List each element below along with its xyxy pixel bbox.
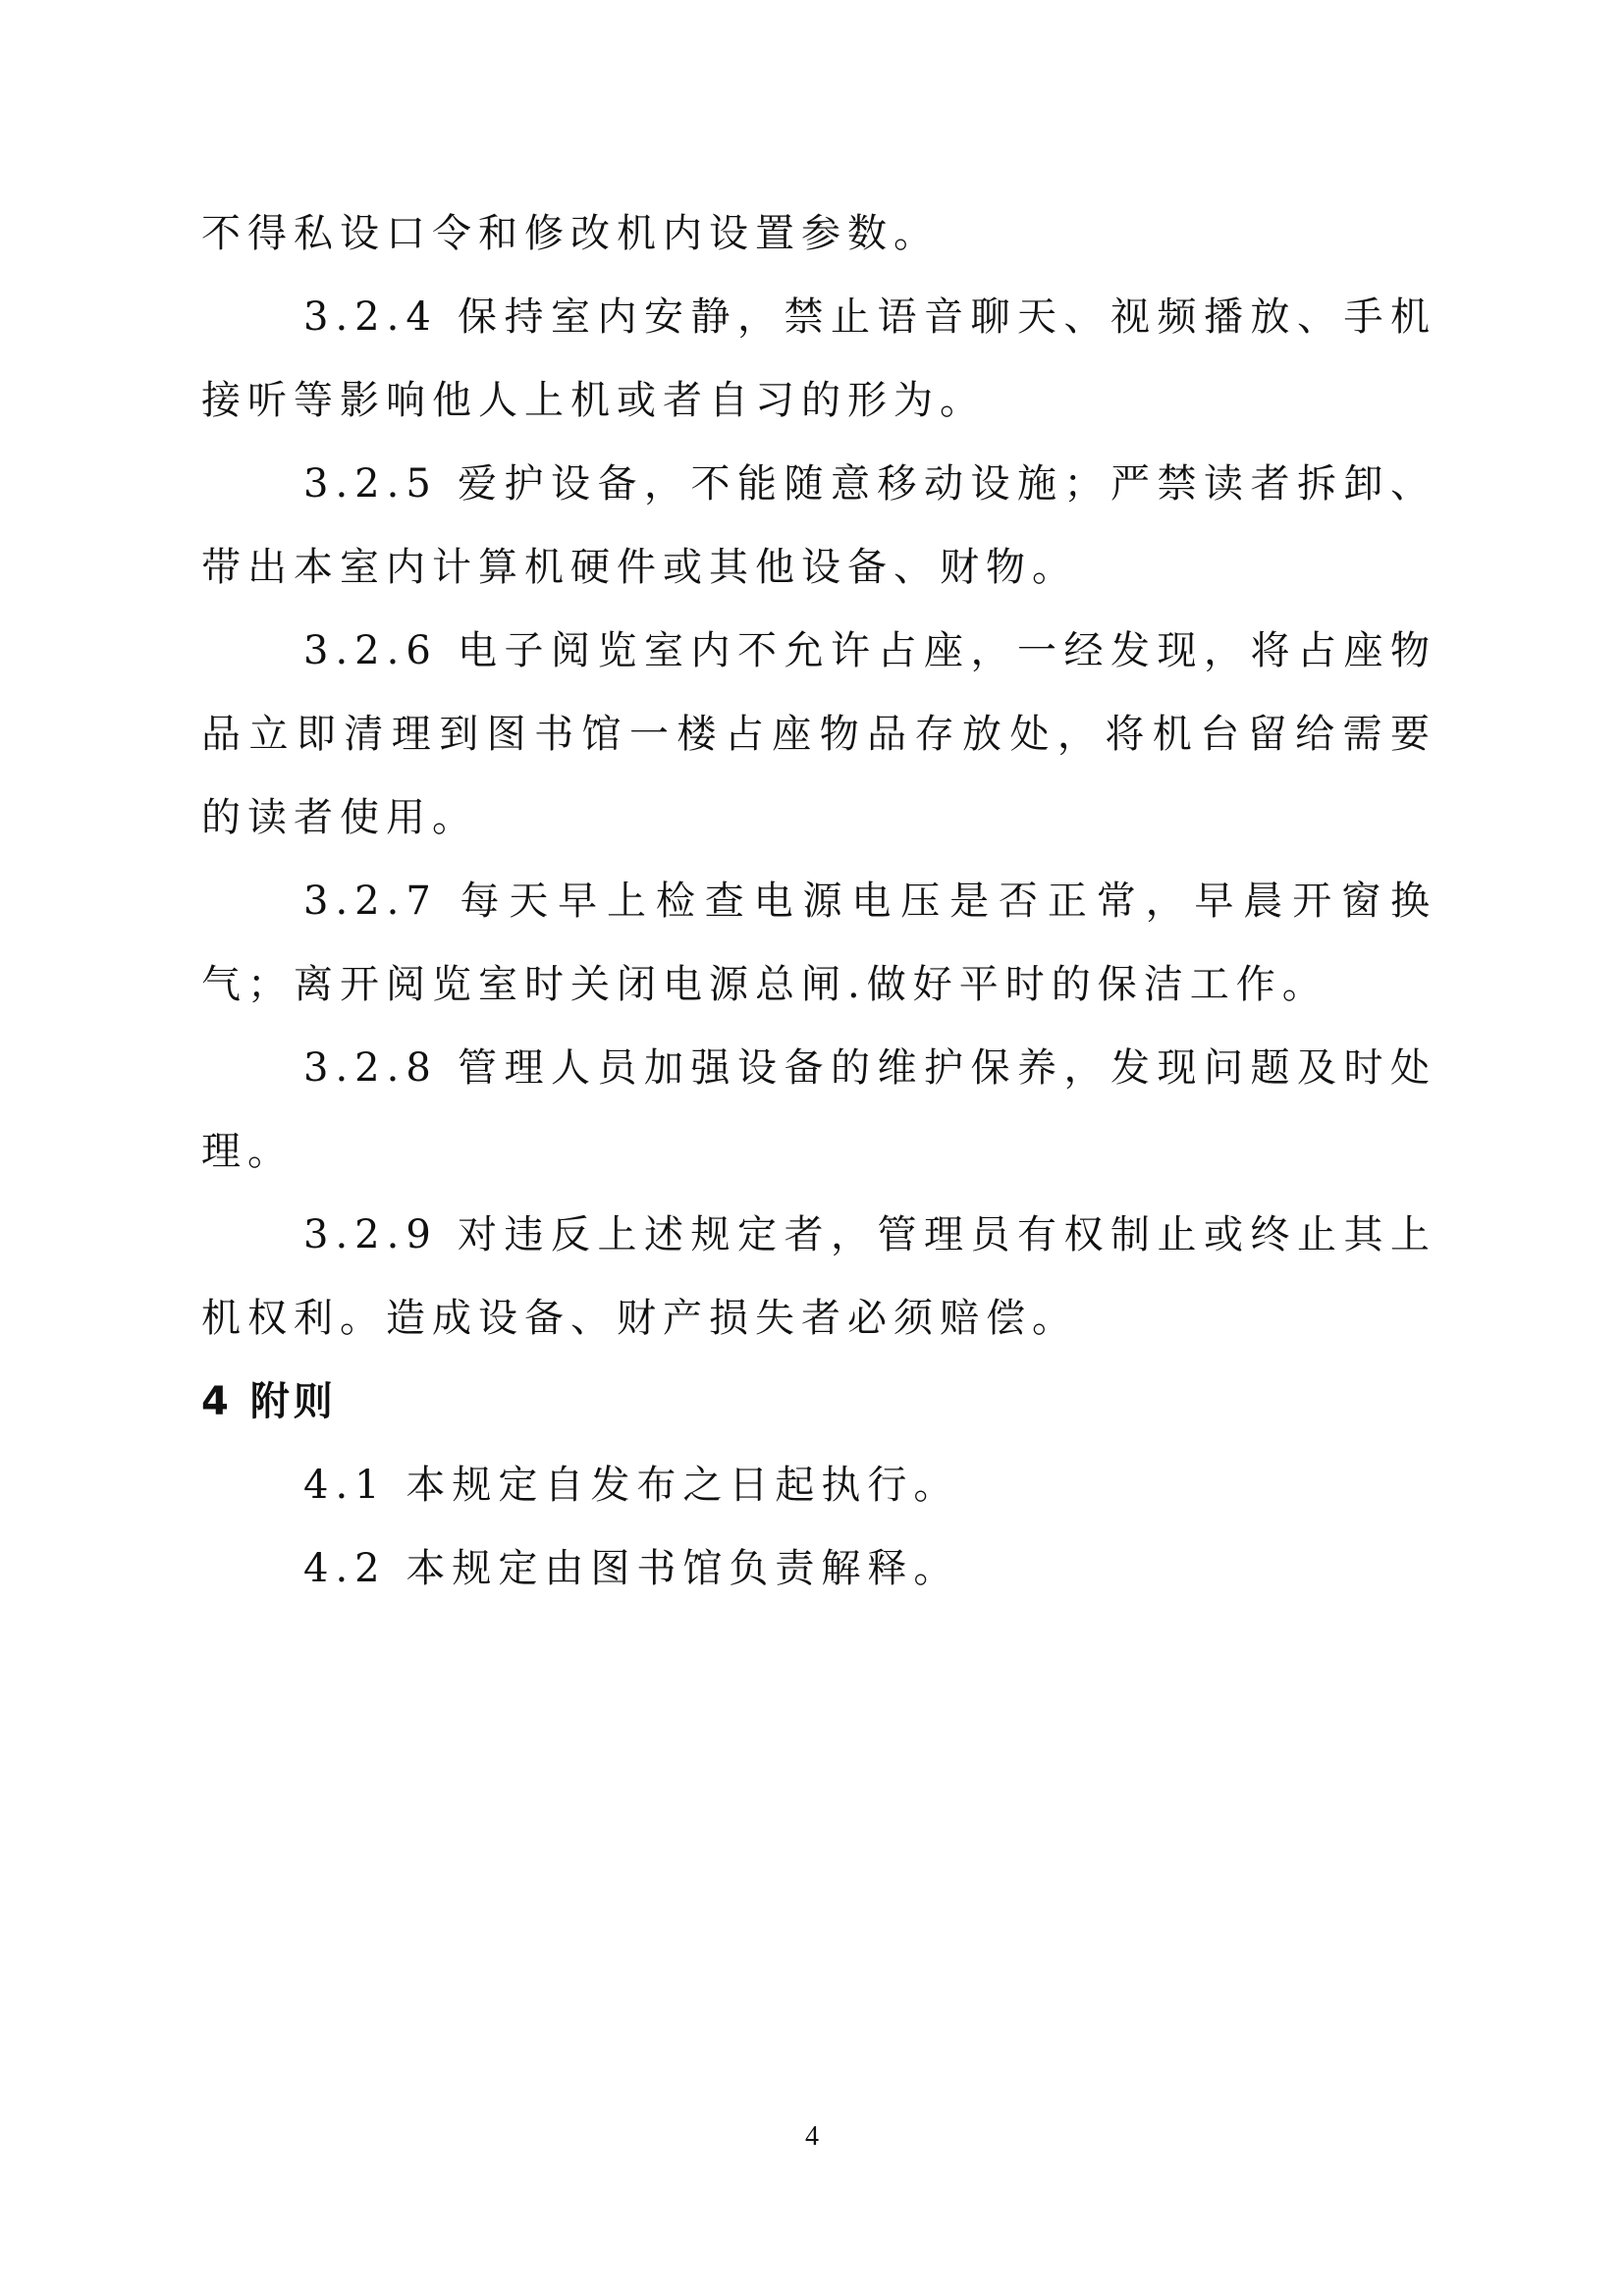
- page-number: 4: [805, 2121, 819, 2152]
- clause-3-2-9: 3.2.9 对违反上述规定者，管理员有权制止或终止其上机权利。造成设备、财产损失者必须赔偿。: [201, 1212, 1436, 1341]
- clause-4-1: 4.1 本规定自发布之日起执行。: [303, 1463, 960, 1508]
- clause-4-2: 4.2 本规定由图书馆负责解释。: [303, 1546, 960, 1591]
- clause-3-2-5: 3.2.5 爱护设备，不能随意移动设施；严禁读者拆卸、带出本室内计算机硬件或其他设备、财物。: [201, 461, 1436, 590]
- clause-3-2-8: 3.2.8 管理人员加强设备的维护保养，发现问题及时处理。: [201, 1045, 1436, 1174]
- clause-3-2-7: 3.2.7 每天早上检查电源电压是否正常，早晨开窗换气；离开阅览室时关闭电源总闸.做好平时的保洁工作。: [201, 879, 1436, 1007]
- clause-3-2-6: 3.2.6 电子阅览室内不允许占座，一经发现，将占座物品立即清理到图书馆一楼占座物品存放处，将机台留给需要的读者使用。: [201, 628, 1436, 840]
- document-body: [201, 192, 1436, 1611]
- clause-3-2-4: 3.2.4 保持室内安静，禁止语音聊天、视频播放、手机接听等影响他人上机或者自习的形为。: [201, 294, 1436, 423]
- paragraph-continuation: 不得私设口令和修改机内设置参数。: [201, 211, 940, 256]
- section-heading-4: 4 附则: [201, 1379, 337, 1424]
